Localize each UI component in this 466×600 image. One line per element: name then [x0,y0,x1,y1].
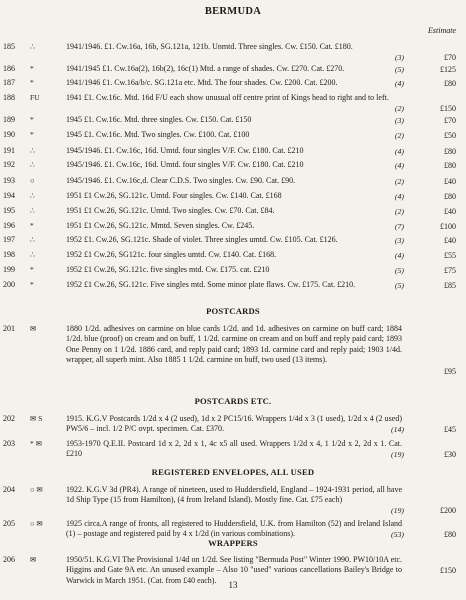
lot-condition-symbol: * [30,265,34,274]
lot-estimate: £70 [444,115,456,125]
lot-item-count: (7) [394,221,404,231]
lot-number: 189 [3,115,15,124]
lot-item-count: (3) [394,115,404,125]
lot-estimate: £125 [440,64,456,74]
lot-description: 1941/1946. £1. Cw.16a, 16b, SG.121a, 121b. Unmtd. Three singles. Cw. £150. Cat. £180. [66,42,353,51]
lot-number: 205 [3,519,15,528]
lot-item-count: (3) [394,52,404,62]
lot-estimate: £55 [444,250,456,260]
lot-row [0,265,466,276]
lot-row [0,146,466,157]
lot-condition-symbol: ✉ S [30,414,43,423]
lot-estimate: £150 [440,565,456,575]
lot-row [0,280,466,291]
lot-item-count: (2) [394,176,404,186]
lot-number: 190 [3,130,15,139]
lot-row [0,42,466,63]
lot-number: 197 [3,235,15,244]
lot-estimate: £40 [444,206,456,216]
lot-description: 1952 £1 Cw.26, SG.121c. Five singles mtd. Some minor plate flaws. Cw. £175. Cat. £210. [66,280,356,289]
lot-number: 201 [3,324,15,333]
lot-condition-symbol: ○ [30,176,35,185]
lot-number: 186 [3,64,15,73]
lot-item-count: (4) [394,146,404,156]
estimate-column-heading: Estimate [428,26,456,35]
lot-number: 200 [3,280,15,289]
page-number: 13 [228,580,238,590]
lot-description: 1951 £1 Cw.26, SG.121c. Umtd. Four singles. Cw. £140. Cat. £168 [66,191,282,200]
lot-item-count: (4) [394,78,404,88]
lot-estimate: £70 [444,52,456,62]
lot-description: 1945 £1. Cw.16c. Mtd. Two singles. Cw. £100. Cat. £100 [66,130,250,139]
lot-condition-symbol: * [30,64,34,73]
lot-description: 1922. K.G.V 3d (PR4). A range of nineteen, used to Huddersfield, England – 1924-1931 period, all have 1d Ship Type (15 from Hamilton), (4 from Ireland Island). Mostly fine. Cat. £75 each) [66,485,402,505]
lot-item-count: (2) [394,103,404,113]
lot-estimate: £200 [440,505,456,515]
lot-item-count: (4) [394,160,404,170]
lot-item-count: (4) [394,250,404,260]
lot-estimate: £80 [444,146,456,156]
lot-description: 1950/51. K.G.VI The Provisional 1/4d on 1/2d. See listing "Bermuda Post" Winter 1990. PW10/10A etc. Higgins and Gate 9A etc. An unused example – Also 10 "used" various cancellations Bailey's Bridge to Warwick in March 1951. (Cat. from £40 each). [66,555,402,585]
lot-number: 194 [3,191,15,200]
lot-number: 202 [3,414,15,423]
lot-item-count: (19) [391,505,404,515]
lot-row [0,221,466,232]
lot-estimate: £80 [444,191,456,201]
lot-description: 1952 £1 Cw.26, SG121c. four singles umtd. Cw. £140. Cat. £168. [66,250,277,259]
lot-number: 196 [3,221,15,230]
lot-description: 1951 £1 Cw.26, SG.121c. Mmtd. Seven singles. Cw. £245. [66,221,255,230]
lot-description: 1941 £1. Cw.16c. Mtd. 16d F/U each show unusual off centre print of Kings head to right and to left. [66,93,389,102]
lot-row [0,324,466,377]
lot-description: 1915. K.G.V Postcards 1/2d x 4 (2 used), 1d x 2 PC15/16. Wrappers 1/4d x 3 (1 used), 1/2d x 4 (2 used) PW5/6 – incl. 1/2 P/C ovpt. specimen. Cat. £370. [66,414,402,434]
lot-row [0,78,466,89]
lot-row [0,206,466,217]
lot-number: 185 [3,42,15,51]
section-title-registered: REGISTERED ENVELOPES, ALL USED [151,467,315,477]
lot-row [0,176,466,187]
lot-item-count: (5) [394,265,404,275]
lot-condition-symbol: ✉ [30,555,37,564]
lot-condition-symbol: ∴ [30,160,35,169]
lot-description: 1880 1/2d. adhesives on carmine on blue cards 1/2d. and 1d. adhesives on carmine on buff card; 1884 1/2d. blue (proof) on cream and on buff, 1 1/2d. carmine on cream and on buff and reply paid card; 1893 One Penny on 1 1/2d. 1886 card, and reply paid card; 1893 1d. carmine card and reply paid; 1903 1/4d. wrapper, all superb mint. Also 1885 1 1/2d. carmine on buff, two used (13 items). [66,324,402,365]
lot-row [0,414,466,435]
lot-row [0,191,466,202]
lot-item-count: (5) [394,64,404,74]
lot-estimate: £95 [444,366,456,376]
lot-estimate: £30 [444,449,456,459]
lot-description: 1951 £1 Cw.26, SG.121c. Umtd. Two singles. Cw. £70. Cat. £84. [66,206,275,215]
section-title-postcards: POSTCARDS [206,306,260,316]
lot-condition-symbol: ○ ✉ [30,519,43,528]
lot-number: 195 [3,206,15,215]
lot-description: 1941/1946 £1. Cw.16a/b/c. SG.121a etc. Mtd. The four shades. Cw. £200. Cat. £200. [66,78,338,87]
lot-number: 198 [3,250,15,259]
lot-item-count: (4) [394,191,404,201]
lot-condition-symbol: * [30,221,34,230]
lot-item-count: (2) [394,206,404,216]
lot-row [0,519,466,540]
lot-estimate: £80 [444,529,456,539]
lot-number: 199 [3,265,15,274]
lot-description: 1925 circa.A range of fronts, all registered to Huddersfield, U.K. from Hamilton (52) and Ireland Island (1) – postage and registered paid by 4 x 1/2d (in various combinations). [66,519,402,539]
lot-estimate: £85 [444,280,456,290]
lot-condition-symbol: * [30,280,34,289]
lot-row [0,115,466,126]
lot-description: 1952 £1. Cw.26, SG.121c. Shade of violet. Three singles umtd. Cw. £105. Cat. £126. [66,235,338,244]
lot-estimate: £150 [440,103,456,113]
lot-condition-symbol: FU [30,93,40,102]
lot-description: 1953-1970 Q.E.II. Postcard 1d x 2, 2d x 1, 4c x5 all used. Wrappers 1/2d x 4, 1 1/2d x 2, 2d x 1. Cat. £210 [66,439,402,459]
lot-item-count: (19) [391,449,404,459]
lot-condition-symbol: ∴ [30,235,35,244]
lot-row [0,130,466,141]
lot-condition-symbol: * [30,130,34,139]
lot-estimate: £80 [444,78,456,88]
lot-condition-symbol: * [30,115,34,124]
lot-condition-symbol: ∴ [30,250,35,259]
lot-row [0,160,466,171]
lot-description: 1945/1946. £1. Cw.16c, 16d. Umtd. four singles V/F. Cw. £180. Cat. £210 [66,160,304,169]
lot-estimate: £80 [444,160,456,170]
page-title: BERMUDA [204,6,262,17]
lot-number: 188 [3,93,15,102]
lot-number: 204 [3,485,15,494]
lot-item-count: (2) [394,130,404,140]
lot-row [0,93,466,114]
lot-estimate: £100 [440,221,456,231]
lot-number: 193 [3,176,15,185]
lot-estimate: £75 [444,265,456,275]
lot-number: 191 [3,146,15,155]
lot-condition-symbol: * [30,78,34,87]
lot-condition-symbol: ∴ [30,42,35,51]
lot-estimate: £50 [444,130,456,140]
lot-condition-symbol: * ✉ [30,439,42,448]
lot-item-count: (3) [394,235,404,245]
lot-row [0,485,466,516]
lot-number: 187 [3,78,15,87]
lot-description: 1945 £1. Cw.16c. Mtd. three singles. Cw. £150. Cat. £150 [66,115,252,124]
lot-item-count: (53) [391,529,404,539]
lot-condition-symbol: ∴ [30,146,35,155]
lot-condition-symbol: ○ ✉ [30,485,43,494]
section-title-postcards-etc: POSTCARDS ETC. [194,396,272,406]
lot-condition-symbol: ∴ [30,191,35,200]
lot-item-count: (5) [394,280,404,290]
lot-estimate: £45 [444,424,456,434]
lot-row [0,235,466,246]
lot-number: 206 [3,555,15,564]
section-title-wrappers: WRAPPERS [208,538,258,548]
lot-row [0,250,466,261]
lot-number: 203 [3,439,15,448]
lot-description: 1945/1946. £1. Cw.16c, 16d. Umtd. four singles V/F. Cw. £180. Cat. £210 [66,146,304,155]
lot-condition-symbol: ∴ [30,206,35,215]
lot-estimate: £40 [444,235,456,245]
lot-item-count: (14) [391,424,404,434]
lot-condition-symbol: ✉ [30,324,37,333]
lot-estimate: £40 [444,176,456,186]
lot-row [0,439,466,460]
lot-number: 192 [3,160,15,169]
lot-row [0,64,466,75]
lot-description: 1945/1946. £1. Cw.16c,d. Clear C.D.S. Two singles. Cw. £90. Cat. £90. [66,176,296,185]
lot-description: 1941/1945 £1. Cw.16a(2), 16b(2), 16c(1) Mtd. a range of shades. Cw. £270. Cat. £270. [66,64,345,73]
lot-description: 1952 £1 Cw.26, SG.121c. five singles mtd. Cw. £175. cat. £210 [66,265,270,274]
